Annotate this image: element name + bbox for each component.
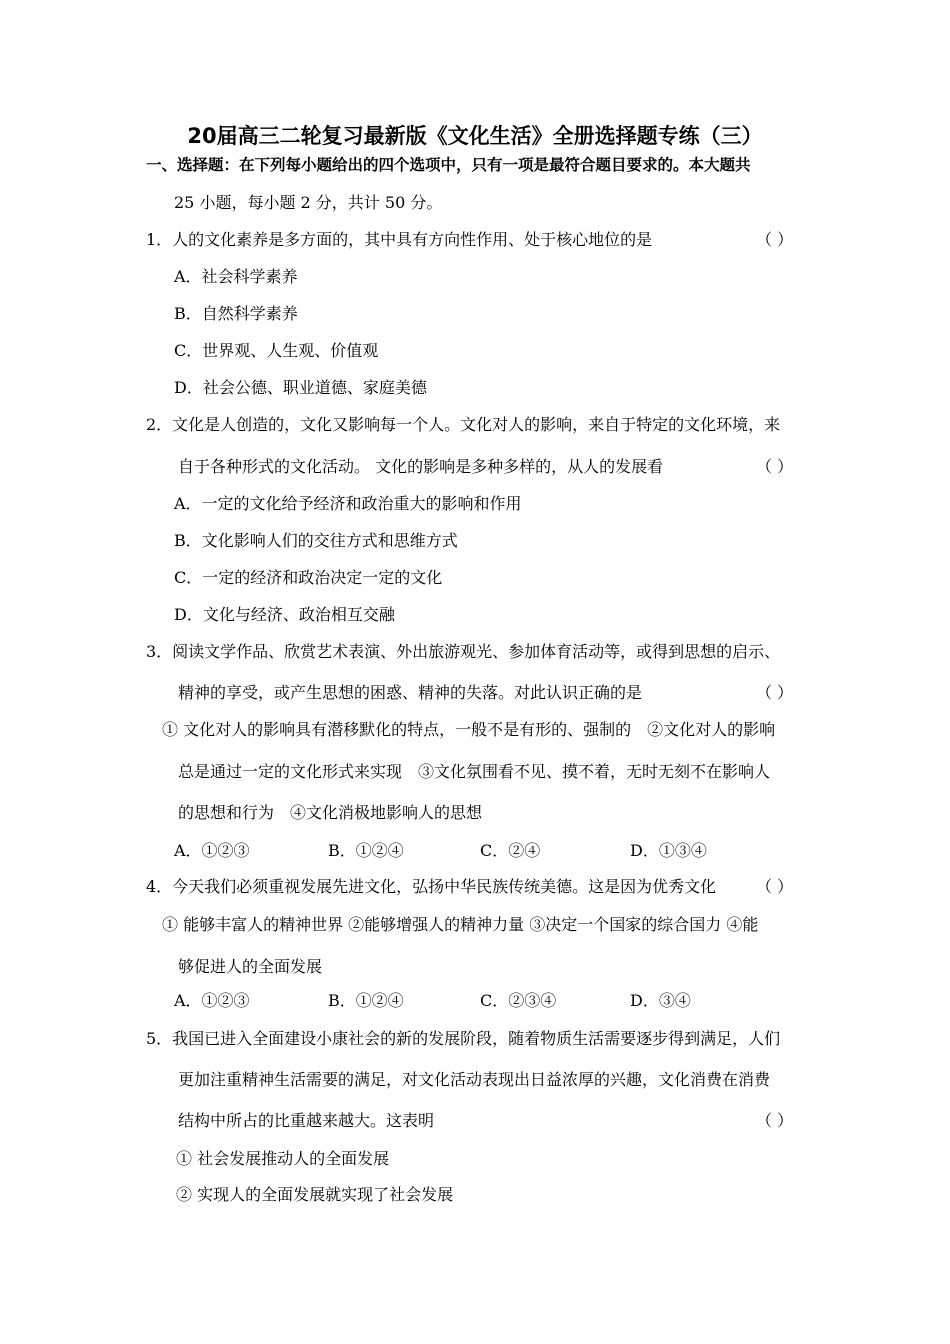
q1-option-a: A．社会科学素养 <box>174 267 298 286</box>
q5-item-2: ② 实现人的全面发展就实现了社会发展 <box>176 1185 454 1204</box>
q3-answer-paren: （ ） <box>756 683 794 702</box>
q3-option-d: D．①③④ <box>630 841 707 860</box>
q3-option-b: B．①②④ <box>328 841 404 860</box>
q3-option-a: A．①②③ <box>174 841 250 860</box>
q1-option-d: D．社会公德、职业道德、家庭美德 <box>174 378 427 397</box>
q5-stem-line-3: 结构中所占的比重越来越大。这表明 <box>178 1111 435 1130</box>
q1-stem: 1．人的文化素养是多方面的，其中具有方向性作用、处于核心地位的是 <box>146 230 653 249</box>
q3-item-line-2: 总是通过一定的文化形式来实现 ③文化氛围看不见、摸不着，无时无刻不在影响人 <box>178 762 771 781</box>
q2-option-b: B．文化影响人们的交往方式和思维方式 <box>174 531 458 550</box>
q3-stem-line-2: 精神的享受，或产生思想的困惑、精神的失落。对此认识正确的是 <box>178 683 643 702</box>
q3-item-line-3: 的思想和行为 ④文化消极地影响人的思想 <box>178 803 483 822</box>
section-instruction-line-1: 一、选择题：在下列每小题给出的四个选项中，只有一项是最符合题目要求的。本大题共 <box>146 156 751 174</box>
q5-stem-line-2: 更加注重精神生活需要的满足，对文化活动表现出日益浓厚的兴趣，文化消费在消费 <box>178 1070 771 1089</box>
q1-option-c: C．世界观、人生观、价值观 <box>174 341 379 360</box>
q2-option-c: C．一定的经济和政治决定一定的文化 <box>174 568 443 587</box>
q5-stem-line-1: 5．我国已进入全面建设小康社会的新的发展阶段，随着物质生活需要逐步得到满足，人们 <box>146 1029 781 1048</box>
section-instruction-line-2: 25 小题，每小题 2 分，共计 50 分。 <box>174 193 443 212</box>
q5-item-1: ① 社会发展推动人的全面发展 <box>176 1149 390 1168</box>
q2-stem-line-2: 自于各种形式的文化活动。 文化的影响是多种多样的，从人的发展看 <box>178 457 664 476</box>
q4-answer-paren: （ ） <box>756 877 794 896</box>
q4-option-b: B．①②④ <box>328 991 404 1010</box>
q4-option-c: C．②③④ <box>480 991 557 1010</box>
q3-option-c: C．②④ <box>480 841 541 860</box>
q2-stem-line-1: 2．文化是人创造的，文化又影响每一个人。文化对人的影响，来自于特定的文化环境，来 <box>146 415 781 434</box>
q4-option-a: A．①②③ <box>174 991 250 1010</box>
q1-answer-paren: （ ） <box>756 230 794 249</box>
q4-stem: 4．今天我们必须重视发展先进文化，弘扬中华民族传统美德。这是因为优秀文化 <box>146 877 717 896</box>
q5-answer-paren: （ ） <box>756 1111 794 1130</box>
q3-item-line-1: ① 文化对人的影响具有潜移默化的特点，一般不是有形的、强制的 ②文化对人的影响 <box>162 720 776 739</box>
q1-option-b: B．自然科学素养 <box>174 304 298 323</box>
document-title: 20届高三二轮复习最新版《文化生活》全册选择题专练（三） <box>187 124 763 148</box>
q2-option-a: A．一定的文化给予经济和政治重大的影响和作用 <box>174 494 522 513</box>
q2-option-d: D．文化与经济、政治相互交融 <box>174 605 395 624</box>
q2-answer-paren: （ ） <box>756 457 794 476</box>
q3-stem-line-1: 3．阅读文学作品、欣赏艺术表演、外出旅游观光、参加体育活动等，或得到思想的启示、 <box>146 642 781 661</box>
q4-option-d: D．③④ <box>630 991 691 1010</box>
q4-item-line-1: ① 能够丰富人的精神世界 ②能够增强人的精神力量 ③决定一个国家的综合国力 ④能 <box>162 915 759 934</box>
q4-item-line-2: 够促进人的全面发展 <box>178 957 323 976</box>
